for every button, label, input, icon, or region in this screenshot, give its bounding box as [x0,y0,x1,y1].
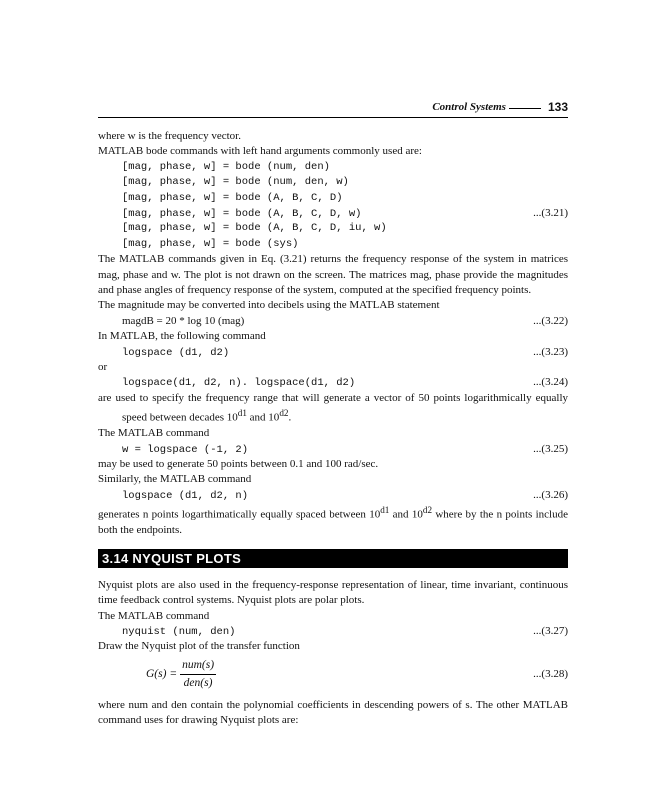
equation-number: ...(3.26) [533,488,568,501]
transfer-function [98,658,216,692]
paragraph: where w is the frequency vector. [98,130,241,142]
code-line [98,624,568,639]
code-line [98,237,568,252]
code-line [98,442,568,457]
code-line [98,345,568,360]
magdb-statement: magdB = 20 * log 10 (mag) [122,314,245,327]
logspace-command: logspace(d1, d2, n). logspace(d1, d2) [122,377,356,390]
logspace-command: logspace (d1, d2, n) [122,489,249,502]
transfer-function-lhs: G(s) = [146,668,178,681]
fraction-numerator: num(s) [180,658,216,675]
section-heading: 3.14 NYQUIST PLOTS [98,549,568,568]
paragraph: MATLAB bode commands with left hand arguments commonly used are: [98,145,422,158]
paragraph: or [98,360,108,373]
code-line [98,221,568,236]
equation-number: ...(3.24) [533,376,568,389]
equation-number: ...(3.25) [533,442,568,455]
paragraph: generates n points logarthimatically equally spaced between $10^{d1}$ and $10^{d2}$ where by the n points include both the endpoints. [98,505,568,537]
equation-line [98,314,568,329]
page-number: 133 [547,100,568,114]
header-title: Control Systems [432,101,506,113]
nyquist-command: nyquist (num, den) [122,625,236,638]
fraction [180,658,216,692]
paragraph: In MATLAB, the following command [98,330,266,343]
paragraph: The magnitude may be converted into decibels using the MATLAB statement [98,299,440,312]
paragraph: Similarly, the MATLAB command [98,473,252,486]
code-line [98,375,568,390]
paragraph: The MATLAB commands given in Eq. (3.21) returns the frequency response of the system in matrices mag, phase and w. The plot is not drawn on the screen. The matrices mag, phase provide the magnitudes and phase angles of frequency response of the system, computed at the specified frequency points. [98,253,568,296]
page-body [98,129,568,729]
bode-command: [mag, phase, w] = bode (A, B, C, D) [122,191,343,204]
paragraph: where num and den contain the polynomial coefficients in descending powers of s. The other MATLAB command uses for drawing Nyquist plots are: [98,698,568,727]
equation-number: ...(3.23) [533,345,568,358]
logspace-command: w = logspace (-1, 2) [122,443,249,456]
bode-command: [mag, phase, w] = bode (num, den) [122,160,330,173]
header-divider [98,117,568,118]
paragraph: The MATLAB command [98,427,210,440]
code-line [98,191,568,206]
equation-number: ...(3.21) [533,206,568,219]
code-line [98,206,568,221]
paragraph: may be used to generate 50 points between 0.1 and 100 rad/sec. [98,458,379,471]
equation-number: ...(3.28) [533,668,568,681]
logspace-command: logspace (d1, d2) [122,346,230,359]
bode-command: [mag, phase, w] = bode (A, B, C, D, w) [122,207,362,220]
bode-command: [mag, phase, w] = bode (sys) [122,237,299,250]
bode-command: [mag, phase, w] = bode (num, den, w) [122,176,349,189]
equation-number: ...(3.27) [533,624,568,637]
bode-command: [mag, phase, w] = bode (A, B, C, D, iu, w) [122,222,387,235]
transfer-function-equation [98,658,568,692]
running-header [432,100,568,114]
fraction-denominator: den(s) [183,677,213,690]
code-line [98,488,568,503]
paragraph: are used to specify the frequency range that will generate a vector of 50 points logarithmically equally speed between decades $10^{d1}$ and $10^{d2}$. [98,391,568,424]
code-line [98,160,568,175]
paragraph: The MATLAB command [98,609,210,622]
paragraph: Draw the Nyquist plot of the transfer function [98,640,300,653]
equation-number: ...(3.22) [533,314,568,327]
header-rule [509,108,541,109]
code-line [98,175,568,190]
paragraph: Nyquist plots are also used in the frequency-response representation of linear, time invariant, continuous time feedback control systems. Nyquist plots are polar plots. [98,578,568,607]
